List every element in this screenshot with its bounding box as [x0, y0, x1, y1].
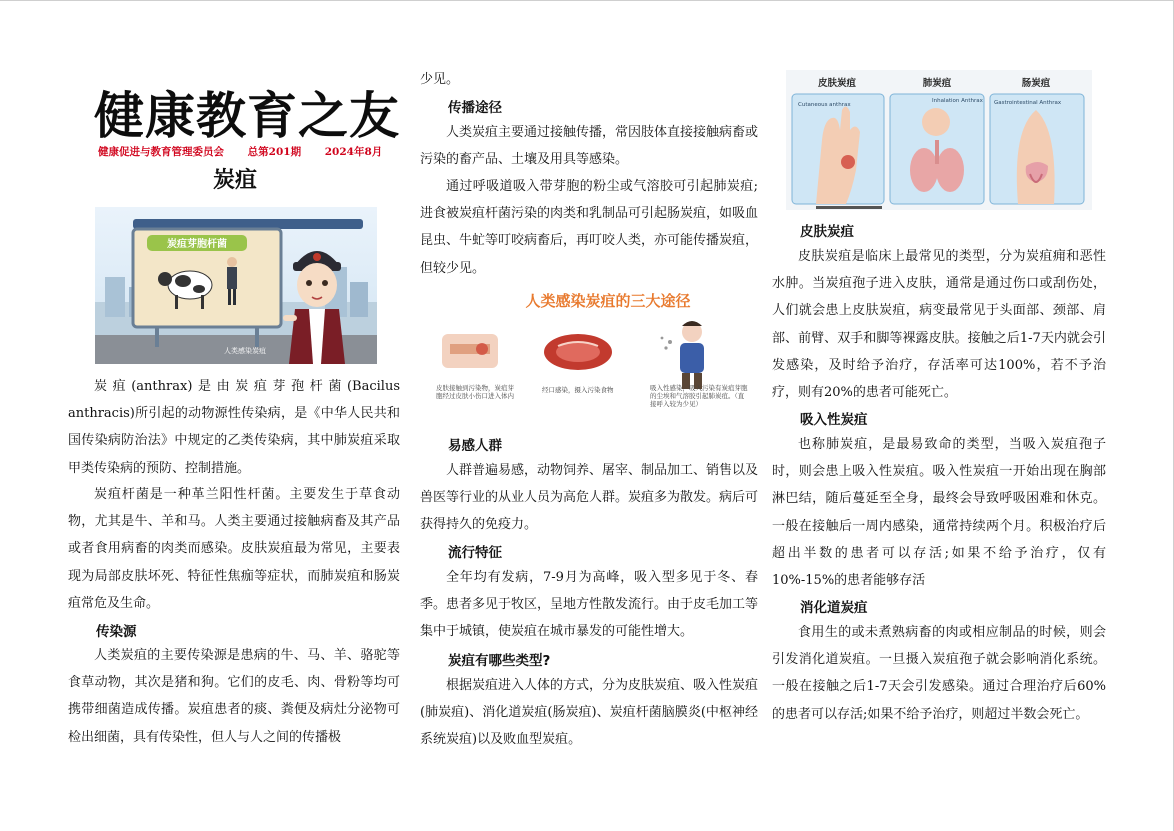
anthrax-types-image — [786, 70, 1092, 210]
heading-types: 炭疽有哪些类型? — [448, 653, 551, 669]
source-paragraph-continued: 少见。 — [420, 72, 460, 87]
anthrax-cartoon-image — [95, 207, 377, 364]
heading-susceptible: 易感人群 — [448, 438, 502, 454]
issue-number: 总第201期 — [247, 146, 302, 158]
epidemic-paragraph: 全年均有发病，7-9月为高峰，吸入型多见于冬、春季。患者多见于牧区，呈地方性散发流行。由于皮毛加工等集中于城镇，使炭疽在城市暴发的可能性增大。 — [420, 570, 759, 640]
masthead-meta — [98, 144, 388, 159]
route-skin-text: 皮肤接触到污染物，炭疽芽胞经过皮肤小伤口进入体内 — [436, 384, 514, 400]
intro-paragraph-1: 炭疽(anthrax)是由炭疽芽孢杆菌(Bacilus anthracis)所引起的动物源性传染病，是《中华人民共和国传染病防治法》中规定的乙类传染病，其中肺炭疽采取甲类传染病的预防、控制措施。 — [68, 379, 400, 476]
route-paragraph-1: 人类炭疽主要通过接触传播，常因肢体直接接触病畜或污染的畜产品、土壤及用具等感染。 — [420, 125, 759, 168]
infection-routes-svg — [430, 286, 752, 428]
banner-text: 炭疽芽胞杆菌 — [167, 239, 227, 250]
digestive-paragraph: 食用生的或未煮熟病畜的肉或相应制品的时候，则会引发消化道炭疽。一旦摄入炭疽孢子就会影响消化系统。一般在接触之后1-7天会引发感染。通过合理治疗后60%的患者可以存活;如果不给予治疗，则超过半数会死亡。 — [772, 625, 1106, 722]
publisher: 健康促进与教育管理委员会 — [98, 146, 224, 158]
heading-digestive: 消化道炭疽 — [800, 600, 868, 616]
susceptible-paragraph: 人群普遍易感，动物饲养、屠宰、制品加工、销售以及兽医等行业的从业人员为高危人群。炭疽多为散发。病后可获得持久的免疫力。 — [420, 463, 759, 533]
panel1-label: Cutaneous anthrax — [798, 102, 851, 108]
anthrax-types-svg — [786, 70, 1092, 210]
heading-route: 传播途径 — [448, 100, 502, 116]
heading-epidemic: 流行特征 — [448, 545, 502, 561]
panel3-title: 肠炭疽 — [1021, 78, 1051, 89]
masthead-title: 健康教育之友 — [94, 86, 400, 145]
intro-paragraph-2: 炭疽杆菌是一种革兰阳性杆菌。主要发生于草食动物，尤其是牛、羊和马。人类主要通过接触病畜及其产品或者食用病畜的肉类而感染。皮肤炭疽最为常见，主要表现为局部皮肤坏死、特征性焦痂等症状，而肺炭疽和肠炭疽常危及生命。 — [68, 487, 400, 611]
issue-date: 2024年8月 — [324, 146, 383, 158]
heading-cutaneous: 皮肤炭疽 — [800, 224, 854, 240]
panel1-title: 皮肤炭疽 — [817, 78, 857, 89]
cutaneous-paragraph: 皮肤炭疽是临床上最常见的类型，分为炭疽痈和恶性水肿。当炭疽孢子进入皮肤，通常是通过伤口或刮伤处，人们就会患上皮肤炭疽，病变最常见于头面部、颈部、肩部、前臂、双手和脚等裸露皮肤。接触之后1-7天内就会引发感染，及时给予治疗，存活率可达100%，若不予治疗，则有20%的患者可能死亡。 — [772, 249, 1106, 401]
inhalation-paragraph: 也称肺炭疽，是最易致命的类型，当吸入炭疽孢子时，则会患上吸入性炭疽。吸入性炭疽一开始出现在胸部淋巴结，随后蔓延至全身，最终会导致呼吸困难和休克。一般在接触后一周内感染，通常持续两个月。积极治疗后超出半数的患者可以存活;如果不给予治疗，仅有10%-15%的患者能够存活 — [772, 437, 1106, 589]
panel2-title: 肺炭疽 — [922, 78, 952, 89]
source-paragraph: 人类炭疽的主要传染源是患病的牛、马、羊、骆驼等食草动物，其次是猪和狗。它们的皮毛、肉、骨粉等均可携带细菌造成传播。炭疽患者的痰、粪便及病灶分泌物可检出细菌，具有传染性，但人与人之间的传播极 — [68, 648, 400, 745]
route-paragraph-2: 通过呼吸道吸入带芽胞的粉尘或气溶胶可引起肺炭疽;进食被炭疽杆菌污染的肉类和乳制品可引起肠炭疽，如吸血昆虫、牛虻等叮咬病畜后，再叮咬人类，亦可能传播炭疽，但较少见。 — [420, 179, 759, 276]
heading-inhalation: 吸入性炭疽 — [800, 412, 868, 428]
route-food-text: 经口感染，摄入污染食物 — [542, 386, 614, 394]
routes-title: 人类感染炭疽的三大途径 — [525, 292, 691, 310]
types-paragraph: 根据炭疽进入人体的方式，分为皮肤炭疽、吸入性炭疽(肺炭疽)、消化道炭疽(肠炭疽)、炭疽杆菌脑膜炎(中枢神经系统炭疽)以及败血型炭疽。 — [420, 678, 759, 748]
heading-source: 传染源 — [96, 624, 137, 640]
panel3-label: Gastrointestinal Anthrax — [994, 100, 1062, 106]
article-title: 炭疽 — [212, 167, 257, 193]
route-inhalation-text: 吸入性感染，吸入污染有炭疽芽胞的尘埃和气溶胶引起肺炭疽。（直接呼入较为少见） — [650, 384, 748, 408]
panel2-label: Inhalation Anthrax — [932, 98, 983, 104]
page-frame-top — [0, 0, 1174, 1]
cartoon-caption: 人类感染炭疽 — [224, 347, 266, 355]
infection-routes-image — [430, 286, 752, 428]
anthrax-cartoon-svg — [95, 207, 377, 364]
